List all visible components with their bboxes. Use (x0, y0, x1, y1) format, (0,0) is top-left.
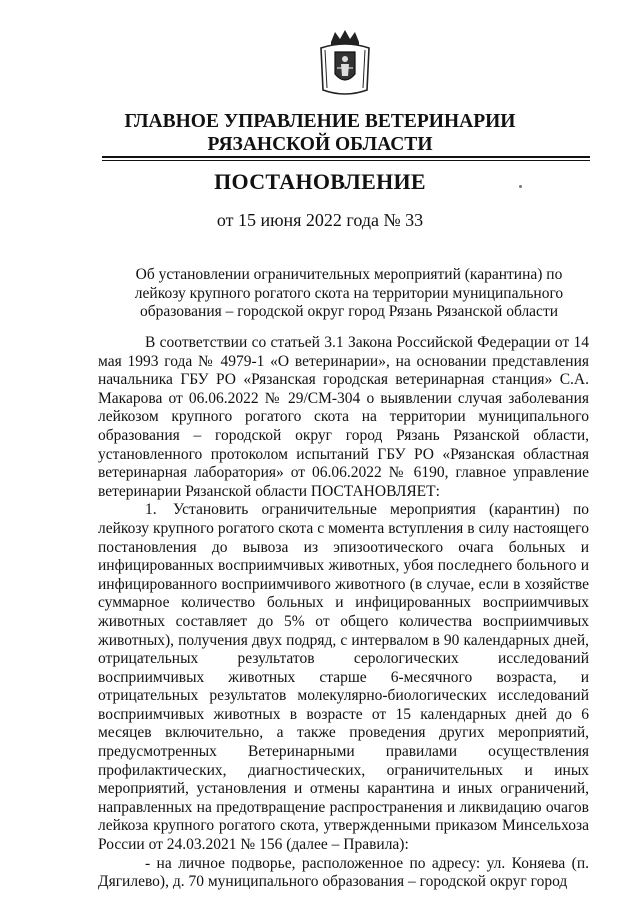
document-title: ПОСТАНОВЛЕНИЕ (214, 169, 426, 194)
scan-speck (519, 185, 522, 188)
header-divider-thin (102, 160, 590, 161)
organization-line1: ГЛАВНОЕ УПРАВЛЕНИЕ ВЕТЕРИНАРИИ (124, 111, 516, 132)
item-1-number: 1. (145, 501, 157, 519)
organization-line2: РЯЗАНСКОЙ ОБЛАСТИ (207, 134, 433, 155)
item-1-text: Установить ограничительные мероприятия (карантин) по лейкозу крупного рогатого скота с момента вступления в силу настоящего постановления до вывоза из эпизоотического очага больных и инфицированных восприимчивых животных, убоя последнего больного и инфицированного восприимчивого животного (в случае, если в хозяйстве суммарное количество больных и инфицированных восприимчивых животных составляет до 5% от общего количества восприимчивых животных), получения двух подряд, с интервалом в 90 календарных дней, отрицательных результатов серологических исследований восприимчивых животных старше 6-месячного возраста, и отрицательных результатов молекулярно-биологических исследований восприимчивых животных в возрасте от 15 календарных дней до 6 месяцев включительно, а также проведения других мероприятий, предусмотренных Ветеринарными правилами осуществления профилактических, диагностических, ограничительных и иных мероприятий, установления и отмены карантина и иных ограничений, направленных на предотвращение распространения и ликвидацию очагов лейкоза крупного рогатого скота, утвержденными приказом Минсельхоза России от 24.03.2021 № 156 (далее – Правила): (98, 501, 589, 854)
header-divider-thick (102, 156, 590, 158)
preamble-paragraph: В соответствии со статьей 3.1 Закона Российской Федерации от 14 мая 1993 года № 4979-1 «О ветеринарии», на основании представления начальника ГБУ РО «Рязанская городская ветеринарная станция» С.А. Макарова от 06.06.2022 № 29/СМ-304 о выявлении случая заболевания лейкозом крупного рогатого скота на территории муниципального образования – городской округ город Рязань Рязанской области, установленного протоколом испытаний ГБУ РО «Рязанская областная ветеринарная лаборатория» от 06.06.2022 № 6190, главное управление ветеринарии Рязанской области ПОСТАНОВЛЯЕТ: (98, 334, 589, 500)
organization-name (0, 110, 640, 156)
bullet-1-paragraph: - на личное подворье, расположенное по адресу: ул. Коняева (п. Дягилево), д. 70 муниципального образования – городской округ город (98, 854, 589, 891)
document-date-number: от 15 июня 2022 года № 33 (216, 210, 424, 230)
coat-of-arms-icon (317, 28, 373, 98)
document-subject: Об установлении ограничительных мероприятий (карантина) по лейкозу крупного рогатого скота на территории муниципального образования – городской округ город Рязань Рязанской области (134, 266, 564, 320)
item-1-paragraph (98, 501, 589, 854)
document-body (98, 334, 589, 892)
